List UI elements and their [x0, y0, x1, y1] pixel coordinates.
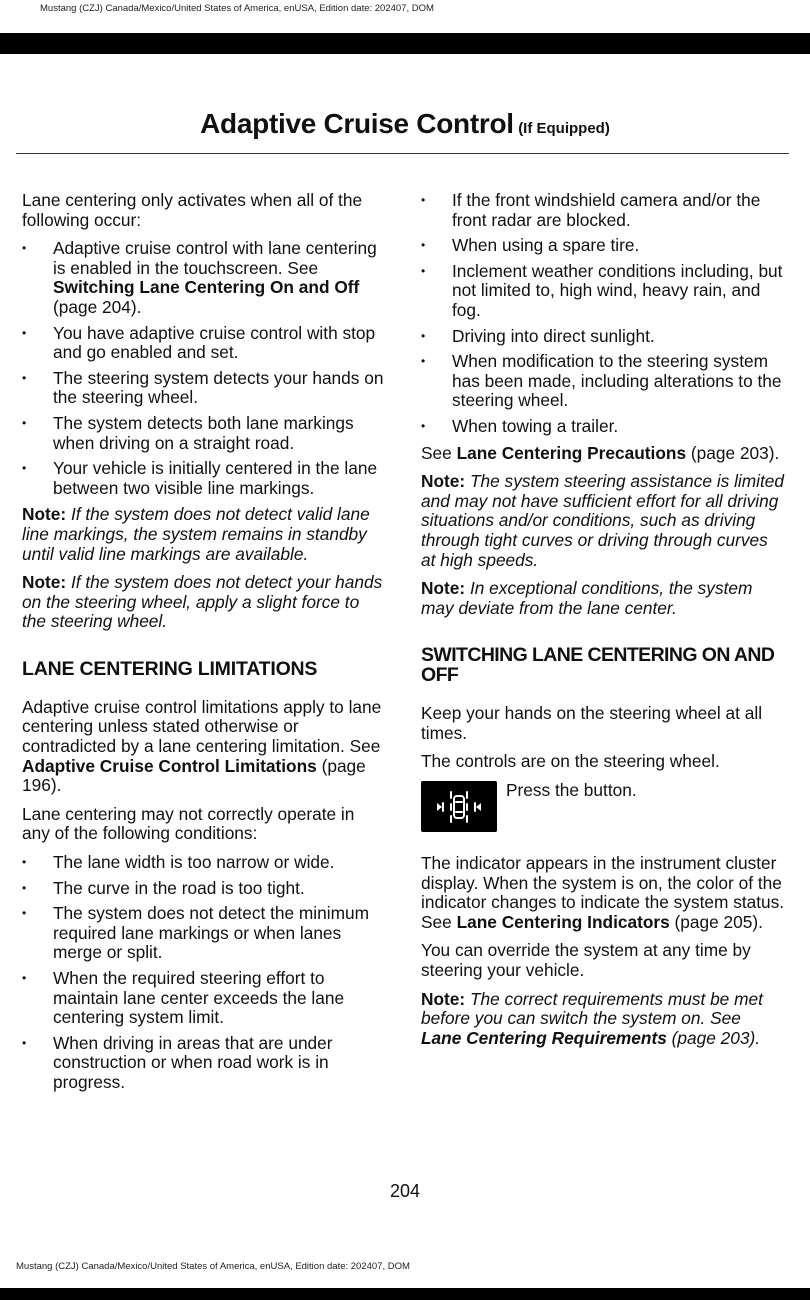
footer-bar [0, 1288, 810, 1300]
lane-centering-button-icon [421, 781, 497, 832]
limitations-list [22, 853, 386, 1093]
list-item: • When modification to the steering system has been made, including alterations to the steering wheel. [421, 352, 785, 411]
limitations-intro [22, 698, 386, 796]
page-title-main: Adaptive Cruise Control [200, 108, 514, 139]
list-item: • Inclement weather conditions including, but not limited to, high wind, heavy rain, and fog. [421, 262, 785, 321]
list-item: • The system detects both lane markings when driving on a straight road. [22, 414, 386, 453]
indicator-description [421, 854, 785, 932]
page-reference: (page 204). [53, 296, 142, 317]
page-reference: (page 203). [686, 442, 780, 463]
press-button-row [421, 781, 785, 832]
page-reference: (page 203). [666, 1027, 761, 1048]
note-text: If the system does not detect your hands on the steering wheel, apply a slight force to the steering wheel. [22, 572, 383, 632]
cross-reference-link[interactable]: Adaptive Cruise Control Limitations [22, 755, 317, 776]
note-label: Note: [421, 988, 466, 1009]
list-item: • When driving in areas that are under construction or when road work is in progress. [22, 1034, 386, 1093]
note-steering-assistance [421, 472, 785, 570]
note-text: The system steering assistance is limited and may not have sufficient effort for all driving situations and/or conditions, such as driving through tight curves or driving through curves at high speeds. [421, 471, 785, 570]
list-item: • The lane width is too narrow or wide. [22, 853, 386, 873]
right-column [421, 191, 785, 1057]
cross-reference-link[interactable]: Lane Centering Indicators [456, 911, 670, 932]
list-item-text: Adaptive cruise control with lane centering is enabled in the touchscreen. See [53, 238, 377, 278]
paragraph-text: See [421, 442, 457, 463]
list-item: • The steering system detects your hands on the steering wheel. [22, 369, 386, 408]
note-text: In exceptional conditions, the system may deviate from the lane center. [421, 578, 753, 618]
limitations-conditions-intro: Lane centering may not correctly operate in any of the following conditions: [22, 803, 355, 844]
header-edition-info: Mustang (CZJ) Canada/Mexico/United States of America, enUSA, Edition date: 202407, DOM [40, 3, 434, 14]
list-item: • When using a spare tire. [421, 236, 785, 256]
limitations-list-continued [421, 191, 785, 437]
precautions-reference [421, 444, 785, 464]
note-hands-on-wheel [22, 573, 386, 632]
override-description: You can override the system at any time by steering your vehicle. [421, 940, 751, 981]
note-label: Note: [22, 504, 67, 525]
list-item: • The curve in the road is too tight. [22, 879, 386, 899]
list-item [22, 239, 386, 317]
page-title-qualifier: (If Equipped) [518, 120, 610, 137]
page-reference: (page 205). [669, 911, 763, 932]
page-title [0, 108, 810, 140]
footer-edition-info: Mustang (CZJ) Canada/Mexico/United States of America, enUSA, Edition date: 202407, DOM [16, 1261, 410, 1272]
note-requirements [421, 990, 785, 1049]
note-label: Note: [421, 578, 466, 599]
page-number: 204 [389, 1181, 421, 1201]
hands-on-wheel-instruction: Keep your hands on the steering wheel at all times. [421, 703, 763, 743]
note-label: Note: [22, 572, 67, 593]
list-item: • Your vehicle is initially centered in the lane between two visible line markings. [22, 459, 386, 498]
list-item: • You have adaptive cruise control with stop and go enabled and set. [22, 324, 386, 363]
paragraph-text: Adaptive cruise control limitations apply to lane centering unless stated otherwise or contradicted by a lane centering limitation. See [22, 696, 382, 757]
section-heading-switching: SWITCHING LANE CENTERING ON AND OFF [421, 644, 775, 687]
page-reference: (page 196). [22, 755, 366, 796]
cross-reference-link[interactable]: Lane Centering Requirements [421, 1027, 667, 1048]
activation-conditions-list [22, 239, 386, 498]
title-divider [16, 153, 789, 154]
left-column [22, 191, 386, 1100]
controls-location: The controls are on the steering wheel. [421, 751, 720, 772]
note-text: If the system does not detect valid lane line markings, the system remains in standby until valid line markings are available. [22, 504, 370, 564]
activation-intro: Lane centering only activates when all of the following occur: [22, 190, 363, 230]
section-heading-limitations: LANE CENTERING LIMITATIONS [22, 657, 318, 680]
note-label: Note: [421, 471, 466, 492]
note-exceptional-conditions [421, 579, 785, 618]
cross-reference-link[interactable]: Lane Centering Precautions [456, 442, 687, 463]
press-button-text: Press the button. [506, 780, 637, 801]
note-text: The correct requirements must be met before you can switch the system on. See [421, 988, 763, 1029]
paragraph-text: The indicator appears in the instrument cluster display. When the system is on, the color of the indicator changes to indicate the system status. See [421, 853, 785, 932]
header-bar [0, 33, 810, 54]
note-lane-markings [22, 505, 386, 564]
list-item: • If the front windshield camera and/or the front radar are blocked. [421, 191, 785, 230]
list-item: • The system does not detect the minimum required lane markings or when lanes merge or split. [22, 904, 386, 963]
cross-reference-link[interactable]: Switching Lane Centering On and Off [53, 277, 360, 298]
list-item: • Driving into direct sunlight. [421, 327, 785, 347]
list-item: • When the required steering effort to maintain lane center exceeds the lane centering system limit. [22, 969, 386, 1028]
list-item: • When towing a trailer. [421, 417, 785, 437]
